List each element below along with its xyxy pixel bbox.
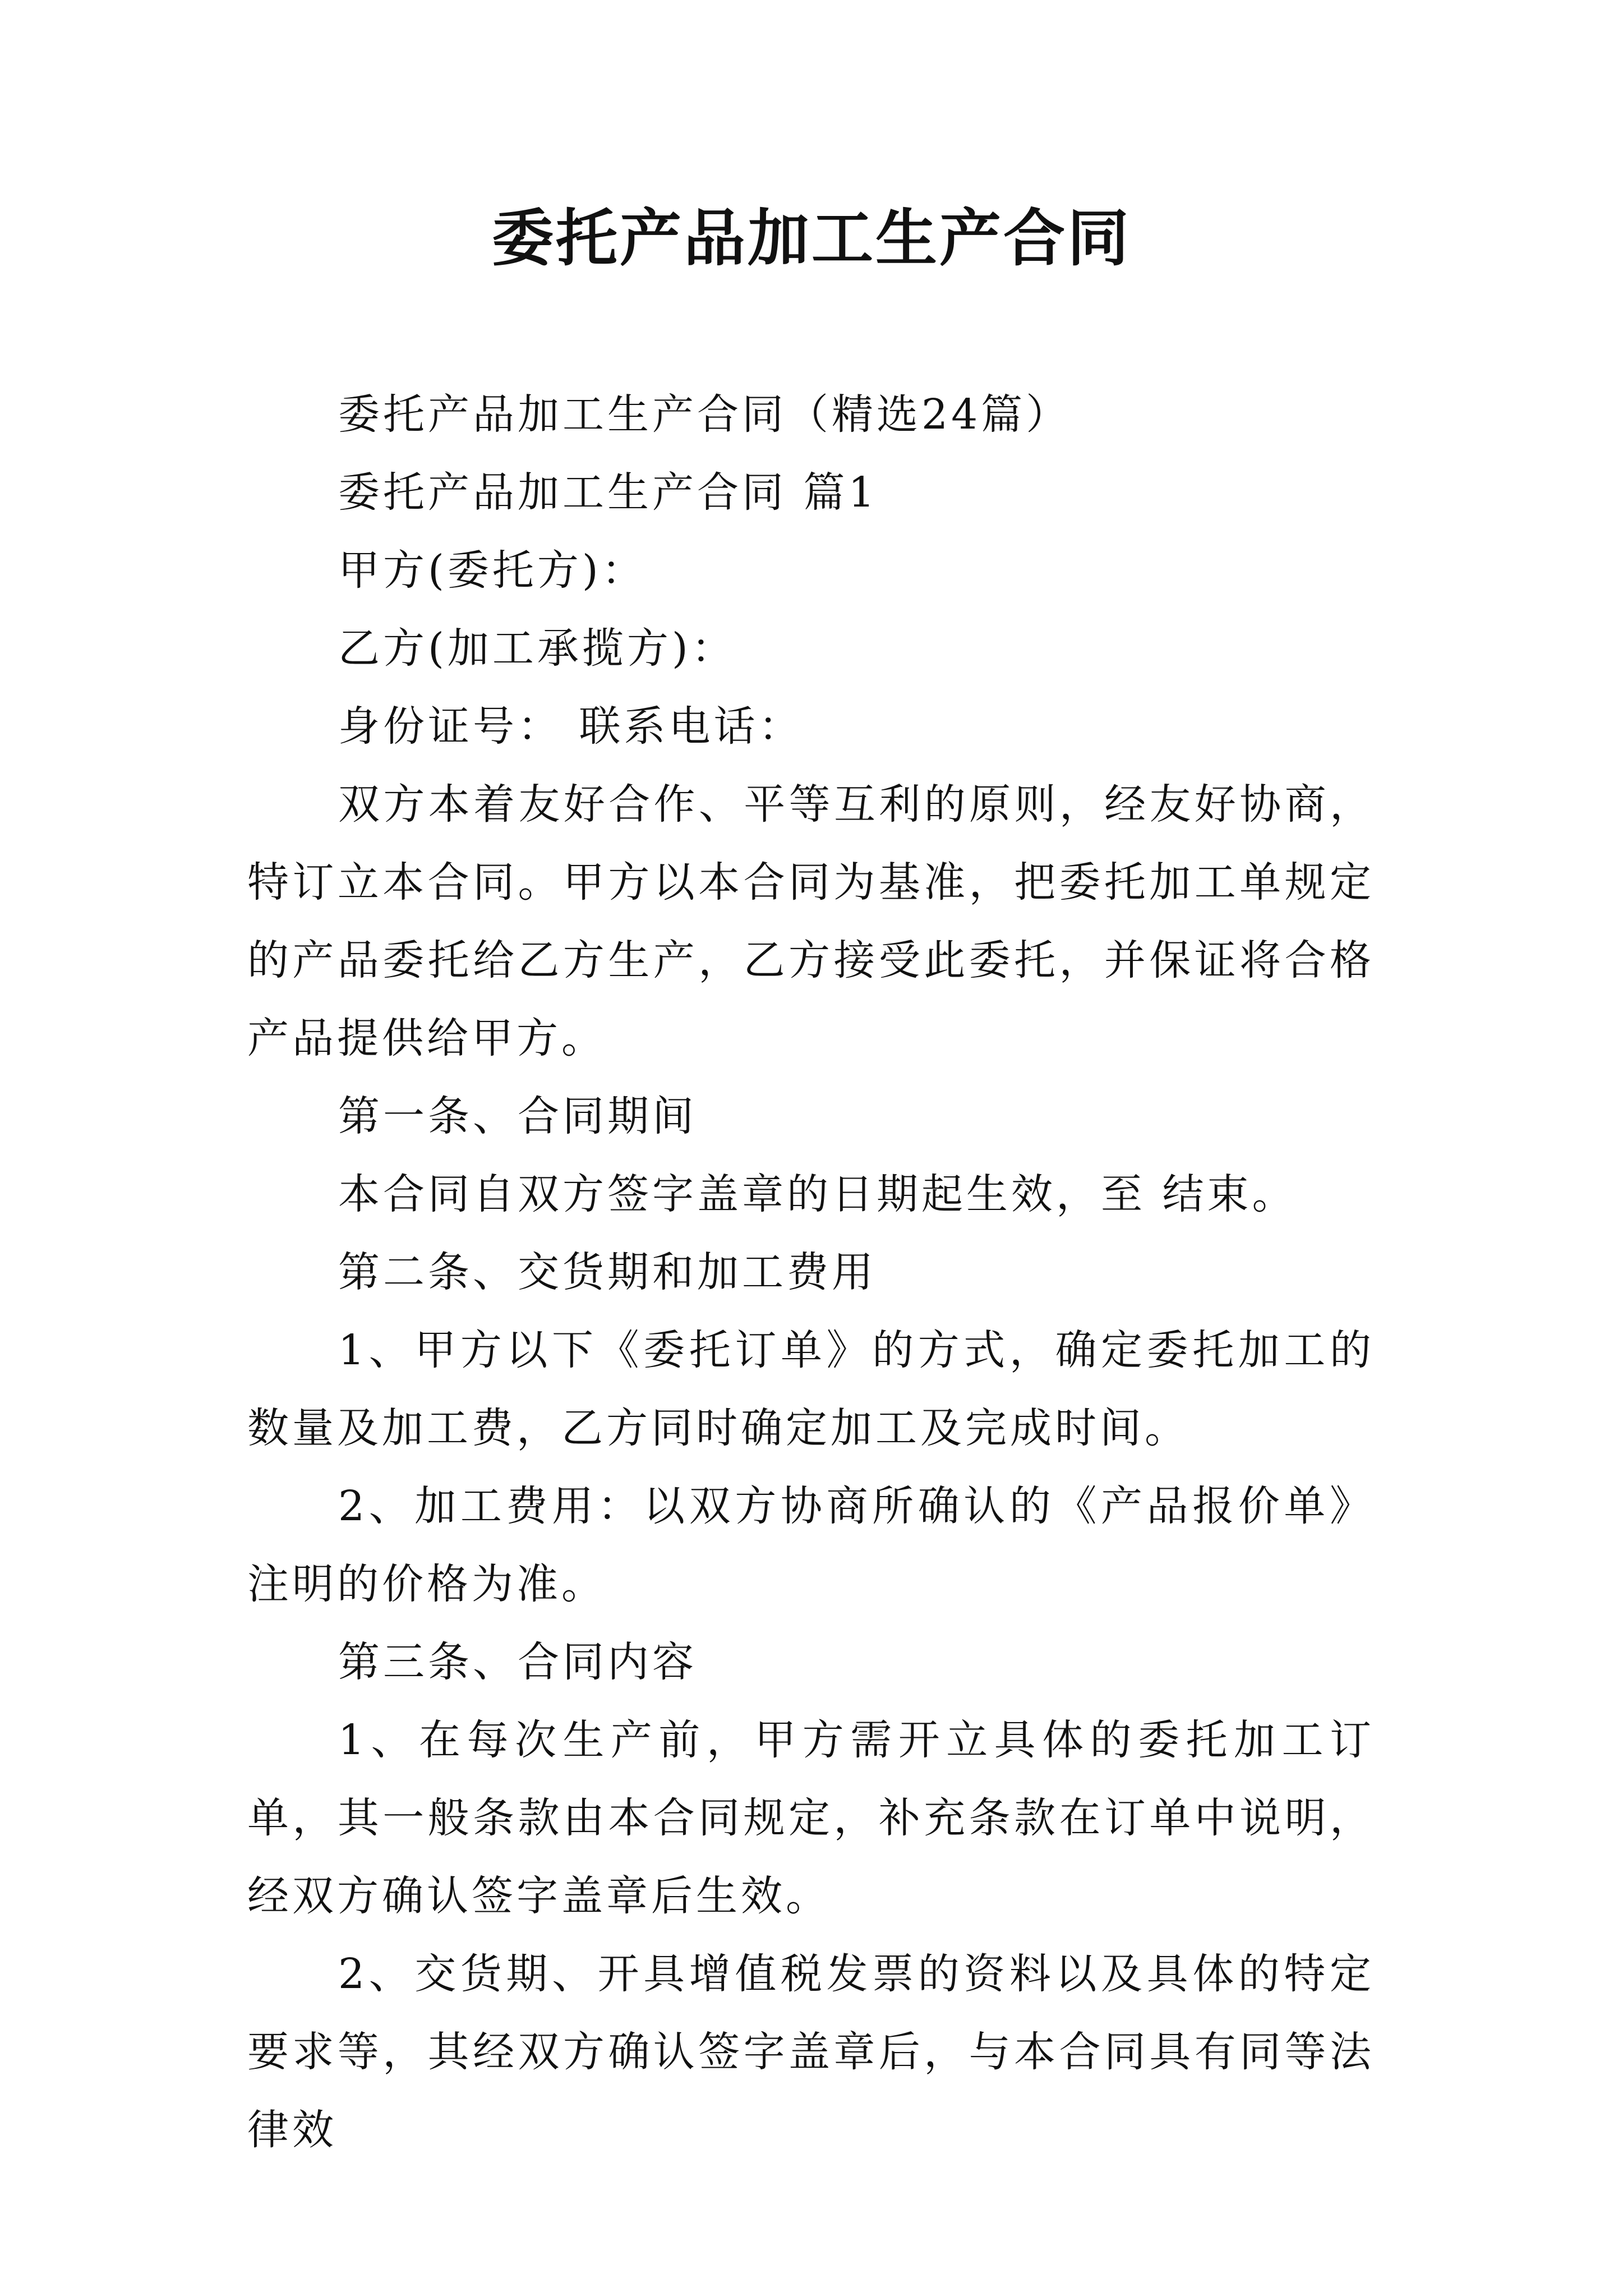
document-title: 委托产品加工生产合同 <box>492 202 1131 274</box>
paragraph-article-2-heading: 第二条、交货期和加工费用 <box>338 1248 877 1296</box>
paragraph-article-3-heading: 第三条、合同内容 <box>338 1638 697 1686</box>
paragraph-subtitle: 委托产品加工生产合同（精选24篇） <box>338 390 1071 439</box>
paragraph-article-1-heading: 第一条、合同期间 <box>338 1092 697 1140</box>
paragraph-party-b: 乙方(加工承揽方)： <box>338 624 736 673</box>
paragraph-article-2-item-1: 1、甲方以下《委托订单》的方式，确定委托加工的数量及加工费，乙方同时确定加工及完成时间。 <box>247 1326 1375 1452</box>
paragraph-article-3-item-1: 1、在每次生产前，甲方需开立具体的委托加工订单，其一般条款由本合同规定，补充条款在订单中说明，经双方确认签字盖章后生效。 <box>247 1716 1375 1920</box>
paragraph-article-3-item-2: 2、交货期、开具增值税发票的资料以及具体的特定要求等，其经双方确认签字盖章后，与本合同具有同等法律效 <box>247 1950 1375 2154</box>
paragraph-preamble: 双方本着友好合作、平等互利的原则，经友好协商，特订立本合同。甲方以本合同为基准，把委托加工单规定的产品委托给乙方生产，乙方接受此委托，并保证将合格产品提供给甲方。 <box>247 780 1375 1062</box>
paragraph-id-phone: 身份证号： 联系电话： <box>338 702 804 751</box>
paragraph-party-a: 甲方(委托方)： <box>338 546 647 595</box>
document-body <box>247 376 1375 2169</box>
paragraph-article-2-item-2: 2、加工费用：以双方协商所确认的《产品报价单》注明的价格为准。 <box>247 1482 1375 1608</box>
paragraph-article-1-text: 本合同自双方签字盖章的日期起生效，至 结束。 <box>338 1170 1297 1218</box>
paragraph-section-heading: 委托产品加工生产合同 篇1 <box>338 468 878 517</box>
